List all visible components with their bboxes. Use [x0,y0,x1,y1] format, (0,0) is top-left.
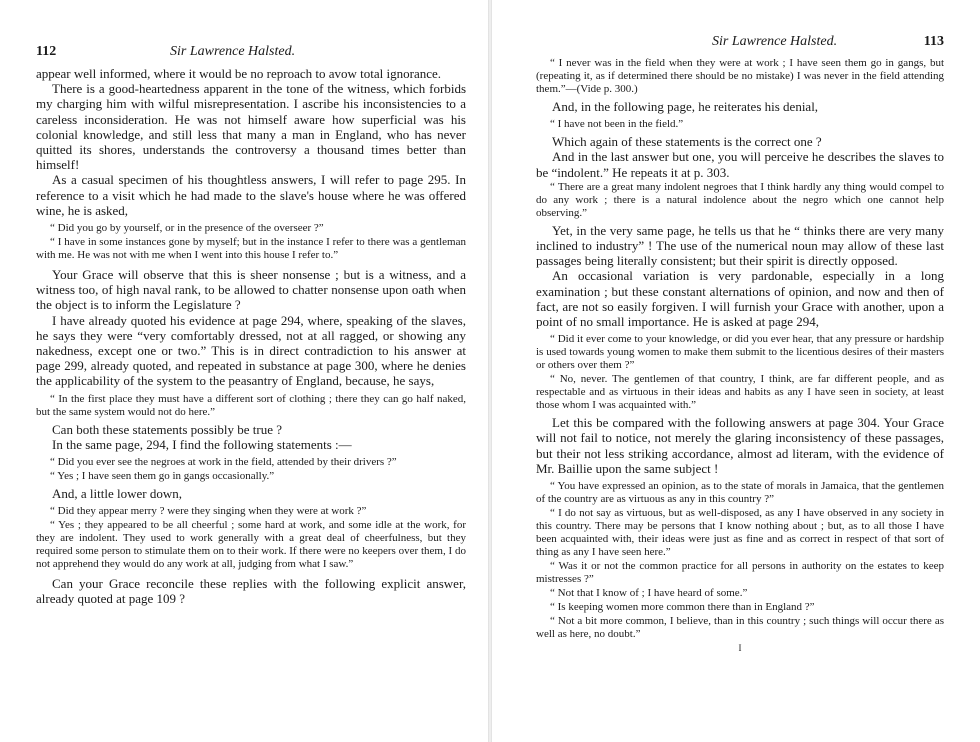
quote: “ Did it ever come to your knowledge, or did you ever hear, that any pressure or hardship is used towards young women to make them submit to the licentious desires of their masters or others over them ?” [536,333,944,372]
paragraph: As a casual specimen of his thoughtless answers, I will refer to page 295. In reference to a visit which he had made to the slave's house where he was offered wine, he is asked, [36,172,466,218]
paragraph: Yet, in the very same page, he tells us that he “ thinks there are very many inclined to industry” ! The use of the numerical noun may allow of these last passages being literally consistent; but their spirit is directly opposed. [536,222,944,269]
quote: “ I have not been in the field.” [550,118,684,131]
paragraph: There is a good-heartedness apparent in the tone of the witness, which forbids my charging him with wilful misrepresentation. I ascribe his inconsistencies to a careless inconsideration. He was not himself aware how superficial was his colonial knowledge, and still less that many a man in England, who has never quitted its shores, understands the controversy a thousand times better than himself! [36,81,466,173]
paragraph: And, in the following page, he reiterates his denial, [552,99,819,114]
paragraph: Can both these statements possibly be true ? [52,421,282,437]
paragraph: appear well informed, where it would be no reproach to avow total ignorance. [36,66,442,81]
paragraph: In the same page, 294, I find the following statements :— [52,436,352,452]
paragraph: Your Grace will observe that this is sheer nonsense ; but is a witness, and a witness too, of high naval rank, to be allowed to chatter nonsense upon oath when the object is to inform the Legislature ? [36,267,466,313]
quote: “ Was it or not the common practice for all persons in authority on the estates to keep mistresses ?” [536,560,944,586]
quote: “ Did you go by yourself, or in the presence of the overseer ?” [50,222,324,235]
paragraph: And, a little lower down, [52,486,182,502]
quote: “ I never was in the field when they were at work ; I have seen them go in gangs, but (repeating it, as if determined there should be no mistake) I was never in the field attending them.”—(Vide p. 300.) [536,57,944,95]
paragraph: And in the last answer but one, you will perceive he describes the slaves to be “indolent.” He repeats it at p. 303. [536,149,944,180]
right-running-title: Sir Lawrence Halsted. [712,34,838,49]
right-running-head [536,34,944,56]
left-page-number: 112 [36,44,57,59]
right-page-text [536,57,944,653]
quote: “ Not that I know of ; I have heard of some.” [550,587,748,600]
left-running-head [36,44,466,66]
quote: “ You have expressed an opinion, as to the state of morals in Jamaica, that the gentlemen of the country are as virtuous as any in this country ?” [536,480,944,506]
paragraph: An occasional variation is very pardonable, especially in a long examination ; but these constant alternations of opinion, and now and then of fact, are not so easily forgiven. I will furnish your Grace with another, upon a point of no small importance. He is asked at page 294, [536,268,944,330]
quote: “ Did you ever see the negroes at work in the field, attended by their drivers ?” [50,456,397,469]
quote: “ No, never. The gentlemen of that country, I think, are far different people, and as respectable and as virtuous in their ideas and habits as any I have seen in society, at least those whom I was acquainted with.” [536,373,944,412]
quote: “ I do not say as virtuous, but as well-disposed, as any I have observed in any society in this country. There may be persons that I know nothing about ; but, as to all those I have been acquainted with, their ideas were just as fine and as correct in respect of that sort of thing as any I have seen here.” [536,507,944,559]
quote: “ Is keeping women more common there than in England ?” [550,601,815,614]
left-running-title: Sir Lawrence Halsted. [170,44,296,59]
quote: “ Yes ; I have seen them go in gangs occasionally.” [50,470,275,483]
right-page [490,0,980,742]
signature-mark: I [738,643,742,654]
right-page-number: 113 [923,34,944,49]
quote: “ Yes ; they appeared to be all cheerful ; some hard at work, and some idle at the work, for they are indolent. They used to work generally with a great deal of cheerfulness, but they required some person to stimulate them on to their work. If there were no keepers over them, I do not apprehend they would do any work at all, judging from what I saw.” [36,519,466,571]
paragraph: Let this be compared with the following answers at page 304. Your Grace will not fail to notice, not merely the glaring inconsistency of these passages, but their not less striking accordance, almost ad literam, with the evidence of Mr. Baillie upon the same subject ! [536,415,944,476]
left-page-text [36,66,466,607]
paragraph: Can your Grace reconcile these replies with the following explicit answer, already quoted at page 109 ? [36,576,466,607]
quote: “ There are a great many indolent negroes that I think hardly any thing would compel to do any work ; there is a natural indolence about the negro which one cannot help observing.” [536,180,944,219]
quote: “ Not a bit more common, I believe, than in this country ; such things will occur there as well as here, no doubt.” [536,615,944,641]
paragraph: Which again of these statements is the correct one ? [552,134,822,150]
quote: “ In the first place they must have a different sort of clothing ; there they can go half naked, but the same system would not do here.” [36,392,466,418]
quote: “ I have in some instances gone by myself; but in the instance I refer to there was a gentleman with me. He was not with me when I went into this house I refer to.” [36,236,466,262]
paragraph: I have already quoted his evidence at page 294, where, speaking of the slaves, he says they were “very comfortably dressed, not at all ragged, or showing any nakedness, except one or two.” This is in direct contradiction to his answer at page 299, already quoted, and repeated in substance at page 300, where he denies the applicability of the system to the peasantry of England, because, he says, [36,312,466,389]
quote: “ Did they appear merry ? were they singing when they were at work ?” [50,505,367,518]
